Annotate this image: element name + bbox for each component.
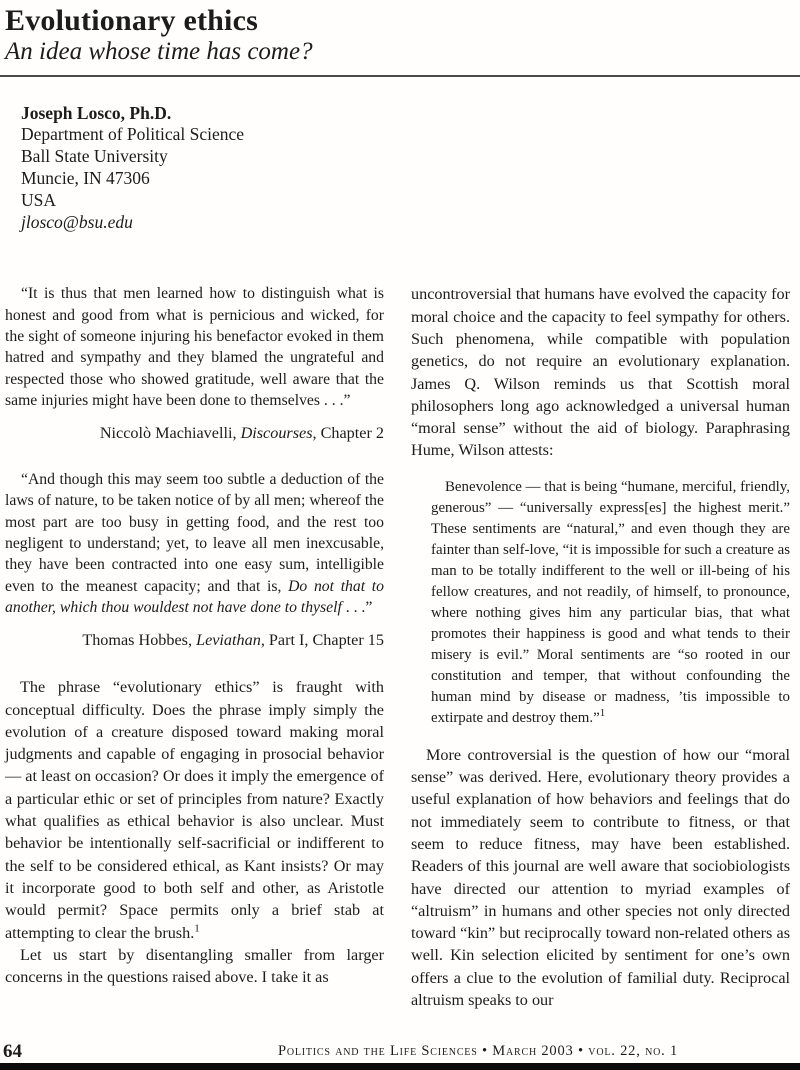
body-paragraph-1 [5,676,384,944]
hobbes-quote-text: “And though this may seem too subtle a deduction of the laws of nature, to be taken notice of by all men; whereof the most part are too busy in getting food, and the rest too negligent to understand; yet, to leave all men inexcusable, they have been contracted into one easy sum, intelligible even to the meanest capacity; and that is, [5,471,384,595]
author-name: Joseph Losco, Ph.D. [21,102,172,123]
hobbes-attribution [5,631,384,650]
machiavelli-attribution-author: Niccolò Machiavelli, [99,424,241,443]
journal-line: Politics and the Life Sciences • March 2003 • vol. 22, no. 1 [277,1043,679,1059]
footnote-ref-1: 1 [194,922,200,935]
body-paragraph-2 [5,944,384,989]
page-number: 64 [3,1041,22,1062]
hobbes-attribution-work: Leviathan [196,631,261,650]
body-paragraph-3-text: uncontroversial that humans have evolved the capacity for moral choice and the capacity to feel sympathy for others. Such phenomena, while compatible with population genetics, do not require an evolutionary explanation. James Q. Wilson reminds us that Scottish moral philosophers long ago acknowledged a universal human “moral sense” without the aid of biology. Paraphrasing Hume, Wilson attests: [411,285,790,460]
hobbes-quote-ellipsis: . . .” [341,598,373,616]
wilson-quote-text: Benevolence — that is being “humane, merciful, friendly, generous” — “universally express[es] the highest merit.” These sentiments are “natural,” and even though they are fainter than self-love, “it is impossible for such a creature as man to be totally indifferent to the well or ill-being of his fellow creatures, and not readily, of himself, to pronounce, where nothing gives him any particular bias, that what promotes their happiness is good and what tends to their misery is evil.” Moral sentiments are “so rooted in our constitution and temper, that without confounding the human mind by disease or madness, ’tis impossible to extirpate and destroy them.” [431,478,790,726]
author-block [21,103,800,234]
title-rule [0,75,800,77]
journal-line-wrap [0,1042,800,1060]
body-paragraph-4-text: More controversial is the question of how our “moral sense” was derived. Here, evolutionary theory provides a useful explanation of how behaviors and feelings that do not immediately seem to contribute to fitness, or that seem to reduce fitness, may have been established. Readers of this journal are well aware that sociobiologists have directed our attention to myriad examples of “altruism” in humans and other species not only directed toward “kin” but reciprocally toward non-related others as well. Kin selection elicited by sentiment for one’s own offers a clue to the evolution of familial duty. Reciprocal altruism speaks to our [411,745,790,1010]
machiavelli-attribution-chapter: , Chapter 2 [312,424,384,443]
page-title: Evolutionary ethics [5,4,258,37]
scan-edge-bar [0,1063,800,1070]
machiavelli-quote [5,283,384,411]
body-paragraph-1-text: The phrase “evolutionary ethics” is fraught with conceptual difficulty. Does the phrase imply simply the evolution of a creature disposed toward making moral judgments and capable of engaging in prosocial behavior — at least on occasion? Or does it imply the emergence of a particular ethic or set of principles from nature? Exactly what qualifies as ethical behavior is also unclear. Must behavior be intentionally self-sacrificial or indifferent to the self to be considered ethical, as Kant insists? Or may it incorporate good to both self and other, as Aristotle would permit? Space permits only a brief stab at attempting to clear the brush. [5,678,384,942]
author-email: jlosco@bsu.edu [21,211,133,232]
machiavelli-attribution [5,424,384,443]
machiavelli-attribution-work: Discourses [240,424,313,443]
left-column [5,283,384,1011]
wilson-quote [431,477,790,729]
footnote-ref-1-wilson: 1 [599,706,606,719]
author-department: Department of Political Science [21,124,245,145]
hobbes-quote-maxim: Do not that to another, which thou wouldest not have done to thyself [5,577,384,616]
hobbes-attribution-author: Thomas Hobbes, [82,631,197,650]
author-country: USA [21,189,57,210]
body-paragraph-3 [411,283,790,461]
body-paragraph-2-text: Let us start by disentangling smaller from larger concerns in the questions raised above. I take it as [5,945,384,987]
body-paragraph-4 [411,744,790,1012]
author-university: Ball State University [21,146,168,167]
hobbes-quote [5,469,384,618]
article-header [0,0,800,66]
machiavelli-quote-text: “It is thus that men learned how to distinguish what is honest and good from what is pernicious and wicked, for the sight of someone injuring his benefactor evoked in them hatred and sympathy and they blamed the ungrateful and respected those who showed gratitude, well aware that the same injuries might have been done to themselves . . .” [5,285,384,409]
article-body [0,283,800,1011]
page-footer [0,1041,800,1061]
author-city: Muncie, IN 47306 [21,167,150,188]
right-column [411,283,790,1011]
page-subtitle: An idea whose time has come? [5,38,313,66]
hobbes-attribution-chapter: , Part I, Chapter 15 [260,631,384,650]
